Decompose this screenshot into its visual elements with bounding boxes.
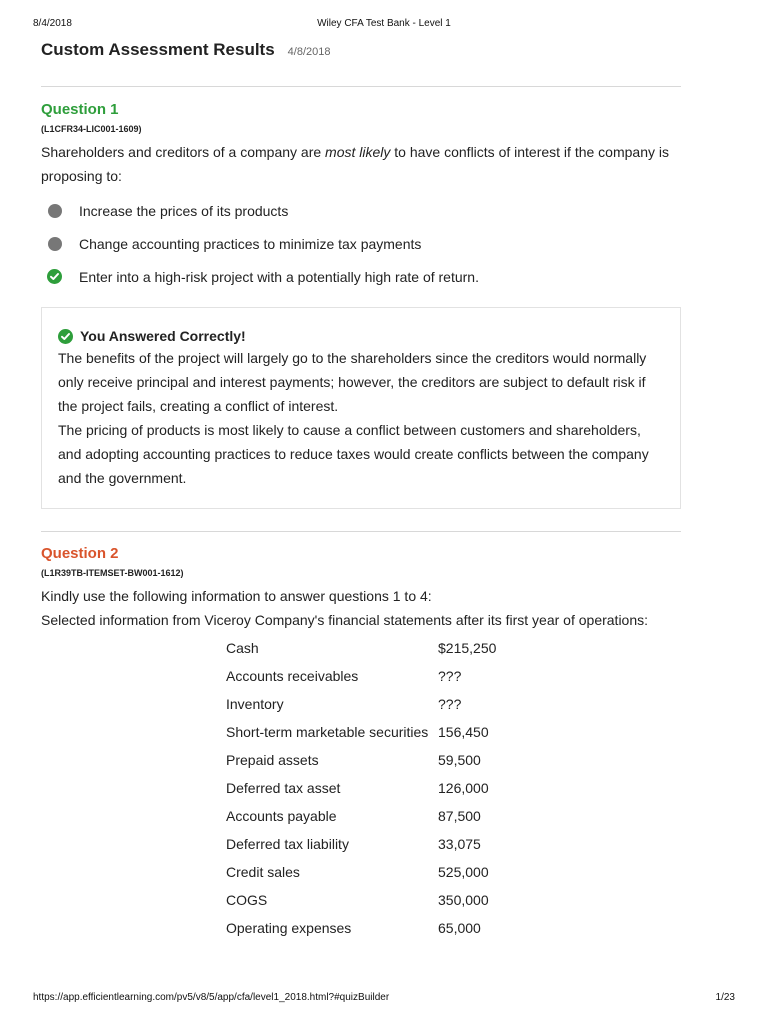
table-row	[226, 662, 496, 690]
explanation-paragraph-1: The benefits of the project will largely go to the shareholders since the creditors would normally only receive principal and interest payments; however, the creditors are subject to default risk if the project fails, creating a conflict of interest.	[58, 350, 647, 414]
page-title-row	[41, 40, 681, 68]
checkmark-icon	[58, 329, 73, 344]
answer-option-label: Enter into a high-risk project with a potentially high rate of return.	[79, 268, 479, 285]
answer-option-label: Change accounting practices to minimize tax payments	[79, 235, 422, 252]
explanation-box	[41, 307, 681, 509]
row-label: Accounts payable	[226, 808, 337, 824]
question-2	[41, 545, 681, 942]
table-row	[226, 830, 496, 858]
row-value: 525,000	[438, 864, 489, 880]
divider	[41, 86, 681, 87]
page-date: 4/8/2018	[287, 46, 331, 58]
answer-status	[58, 328, 664, 344]
row-value: 59,500	[438, 752, 481, 768]
page-title: Custom Assessment Results	[41, 40, 275, 59]
row-label: Operating expenses	[226, 920, 352, 936]
answer-option-b[interactable]	[41, 227, 681, 260]
checkmark-icon	[47, 269, 62, 284]
row-value: ???	[438, 696, 462, 712]
table-row	[226, 690, 496, 718]
answer-status-label: You Answered Correctly!	[80, 328, 246, 344]
question-1-text	[41, 140, 681, 188]
question-text-part: to have conflicts of interest if the company is proposing to:	[41, 144, 669, 184]
print-footer-url: https://app.efficientlearning.com/pv5/v8/5/app/cfa/level1_2018.html?#quizBuilder	[33, 992, 390, 1003]
table-row	[226, 886, 496, 914]
question-1-code: (L1CFR34-LIC001-1609)	[41, 124, 142, 134]
question-text-part: Shareholders and creditors of a company are	[41, 144, 326, 160]
unselected-radio-icon	[48, 237, 62, 251]
table-row	[226, 914, 496, 942]
row-label: Prepaid assets	[226, 752, 319, 768]
row-value: 33,075	[438, 836, 481, 852]
row-value: $215,250	[438, 640, 497, 656]
question-2-title: Question 2	[41, 545, 119, 562]
table-row	[226, 634, 496, 662]
financial-data-table	[226, 634, 496, 942]
table-row	[226, 802, 496, 830]
row-label: Short-term marketable securities	[226, 724, 429, 740]
question-2-code: (L1R39TB-ITEMSET-BW001-1612)	[41, 568, 184, 578]
table-row	[226, 746, 496, 774]
row-label: Cash	[226, 640, 259, 656]
row-value: ???	[438, 668, 462, 684]
answer-option-c[interactable]	[41, 260, 681, 293]
print-header-title: Wiley CFA Test Bank - Level 1	[317, 18, 451, 29]
print-header-date: 8/4/2018	[33, 18, 72, 29]
question-2-lead: Selected information from Viceroy Company's financial statements after its first year of operations:	[41, 612, 649, 628]
table-row	[226, 718, 496, 746]
explanation-paragraph-2: The pricing of products is most likely to cause a conflict between customers and shareholders, and adopting accounting practices to reduce taxes would create conflicts between the company and the government.	[58, 422, 649, 486]
row-label: Accounts receivables	[226, 668, 359, 684]
row-label: COGS	[226, 892, 268, 908]
row-label: Credit sales	[226, 864, 300, 880]
answer-option-a[interactable]	[41, 194, 681, 227]
question-2-intro: Kindly use the following information to answer questions 1 to 4:	[41, 588, 432, 604]
question-text-emphasis: most likely	[325, 144, 391, 160]
unselected-radio-icon	[48, 204, 62, 218]
divider	[41, 531, 681, 532]
answer-option-label: Increase the prices of its products	[79, 202, 289, 219]
table-row	[226, 774, 496, 802]
question-1-title: Question 1	[41, 101, 119, 118]
row-value: 126,000	[438, 780, 489, 796]
row-label: Deferred tax liability	[226, 836, 349, 852]
row-value: 65,000	[438, 920, 481, 936]
results-content	[41, 40, 681, 942]
print-footer-page: 1/23	[715, 992, 735, 1003]
question-1	[41, 101, 681, 509]
answer-options	[41, 194, 681, 293]
table-row	[226, 858, 496, 886]
row-label: Inventory	[226, 696, 284, 712]
row-value: 156,450	[438, 724, 489, 740]
row-value: 87,500	[438, 808, 481, 824]
row-value: 350,000	[438, 892, 489, 908]
row-label: Deferred tax asset	[226, 780, 341, 796]
